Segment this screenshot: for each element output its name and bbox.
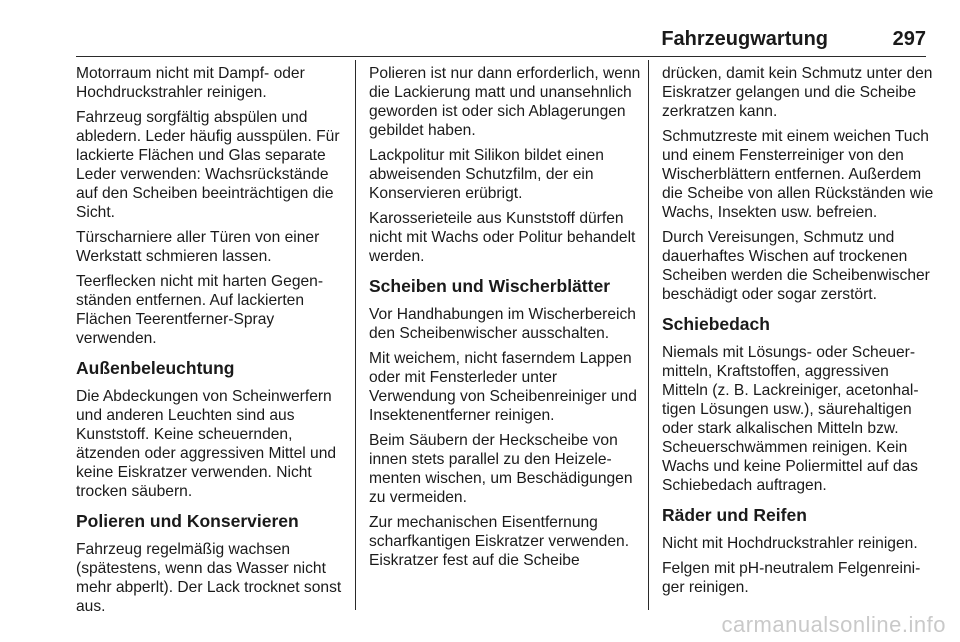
paragraph: Durch Vereisungen, Schmutz und dauerhaftes Wischen auf trockenen Scheiben werden die Scheibenwischer beschädigt oder sogar zerstört. [662, 229, 930, 303]
paragraph: Vor Handhabungen im Wischerbereich den Scheibenwischer ausschalten. [369, 306, 636, 342]
page-header [76, 26, 926, 56]
paragraph: Türscharniere aller Türen von einer Werkstatt schmieren lassen. [76, 229, 320, 265]
section-title: Fahrzeugwartung [661, 28, 828, 50]
heading-schiebedach: Schiebedach [662, 314, 770, 334]
column-2 [369, 64, 641, 576]
paragraph: Die Abdeckungen von Scheinwerfern und anderen Leuchten sind aus Kunststoff. Keine scheuernden, ätzenden oder aggressiven Mittel und keine Eiskratzer verwenden. Nicht trocken säubern. [76, 388, 337, 500]
heading-raeder: Räder und Reifen [662, 505, 807, 525]
heading-polieren: Polieren und Konservieren [76, 511, 299, 531]
column-divider-1 [355, 60, 356, 610]
paragraph: Mit weichem, nicht faserndem Lappen oder mit Fensterleder unter Verwendung von Scheibenreiniger und Insektenentferner reinigen. [369, 350, 637, 424]
paragraph: Beim Säubern der Heckscheibe von innen stets parallel zu den Heizelementen wischen, um Beschädigungen zu vermeiden. [369, 432, 633, 506]
heading-aussenbeleuchtung: Außenbeleuchtung [76, 358, 235, 378]
paragraph: Motorraum nicht mit Dampf- oder Hochdruckstrahler reinigen. [76, 65, 305, 101]
column-3 [662, 64, 934, 603]
paragraph: Nicht mit Hochdruckstrahler reinigen. [662, 535, 918, 552]
paragraph: Polieren ist nur dann erforderlich, wenn die Lackierung matt und unansehnlich geworden ist oder sich Ablagerungen gebildet haben. [369, 65, 641, 139]
heading-scheiben: Scheiben und Wischerblätter [369, 276, 611, 296]
paragraph: Schmutzreste mit einem weichen Tuch und einem Fensterreiniger von den Wischerblättern entfernen. Außerdem die Scheibe von allen Rückständen wie Wachs, Insekten usw. befreien. [662, 128, 934, 221]
paragraph: Zur mechanischen Eisentfernung scharfkantigen Eiskratzer verwenden. Eiskratzer fest auf die Scheibe [369, 514, 630, 569]
column-divider-2 [648, 60, 649, 610]
paragraph: Karosserieteile aus Kunststoff dürfen nicht mit Wachs oder Politur behandelt werden. [369, 210, 636, 265]
page-number: 297 [892, 28, 926, 50]
paragraph: Fahrzeug sorgfältig abspülen und abledern. Leder häufig ausspülen. Für lackierte Flächen und Glas separate Leder verwenden: Wachsrückstände auf den Scheiben beeinträchtigen die Sicht. [76, 109, 340, 221]
paragraph: Fahrzeug regelmäßig wachsen (spätestens, wenn das Wasser nicht mehr abperlt). Der Lack trocknet sonst aus. [76, 541, 342, 615]
watermark: carmanualsonline.info [721, 612, 946, 637]
paragraph: Niemals mit Lösungs- oder Scheuermitteln, Kraftstoffen, aggressiven Mitteln (z. B. Lackreiniger, acetonhaltigen Lösungen usw.), säurehaltigen oder stark alkalischen Mitteln bzw. Scheuerschwämmen reinigen. Kein Wachs und keine Poliermittel auf das Schiebedach auftragen. [662, 344, 919, 494]
header-rule [76, 56, 926, 57]
paragraph: Felgen mit pH-neutralem Felgenreiniger reinigen. [662, 560, 921, 596]
paragraph: Lackpolitur mit Silikon bildet einen abweisenden Schutzfilm, der ein Konservieren erübrigt. [369, 147, 604, 202]
paragraph: drücken, damit kein Schmutz unter den Eiskratzer gelangen und die Scheibe zerkratzen kann. [662, 65, 933, 120]
paragraph: Teerflecken nicht mit harten Gegenständen entfernen. Auf lackierten Flächen Teerentferner-Spray verwenden. [76, 273, 324, 347]
column-1 [76, 64, 348, 622]
